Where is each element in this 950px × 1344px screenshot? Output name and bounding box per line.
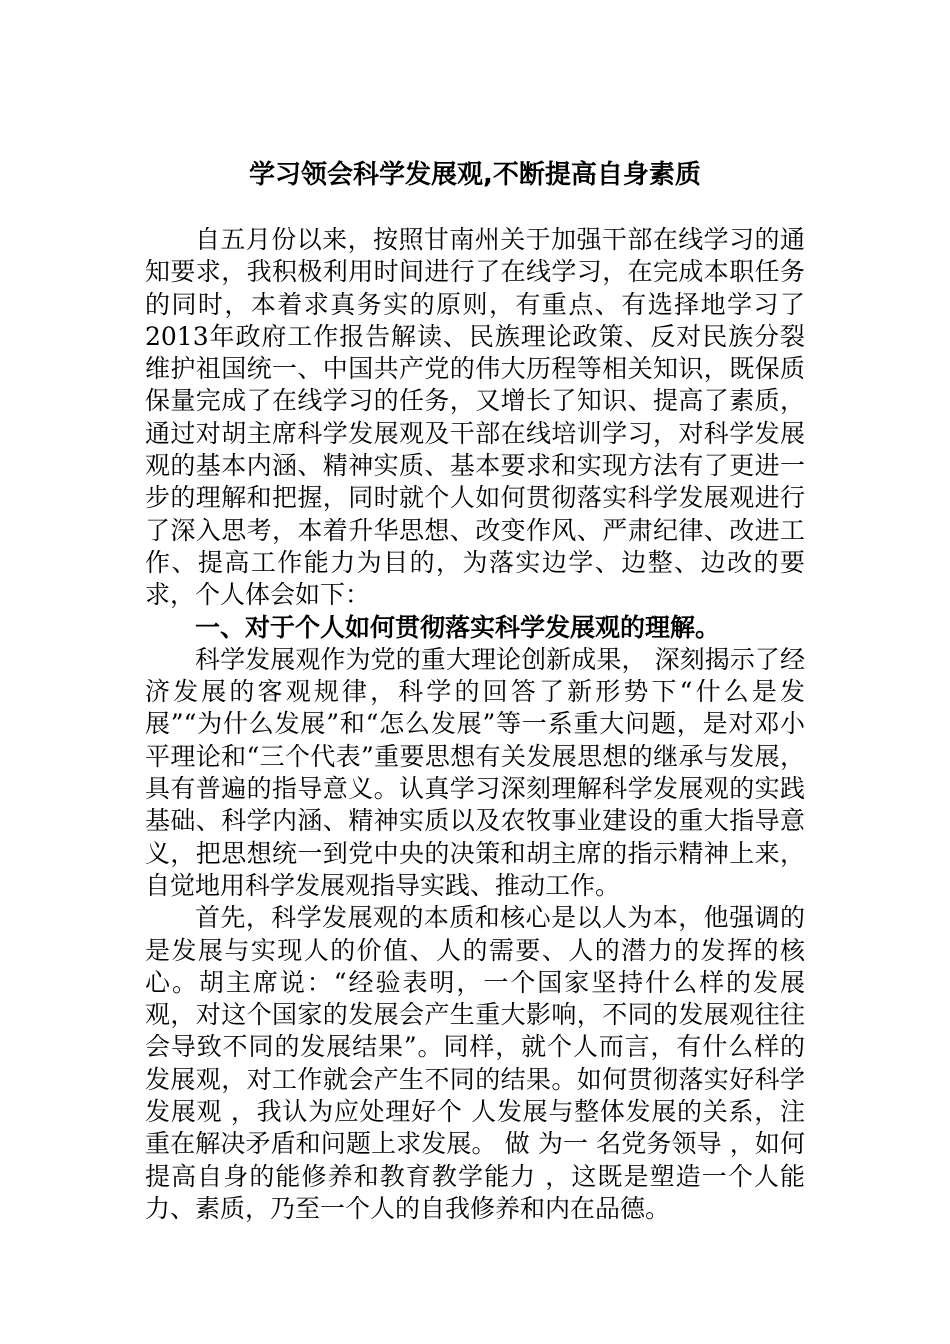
document-body — [145, 224, 805, 1225]
paragraph-understanding: 科学发展观作为党的重大理论创新成果， 深刻揭示了经济发展的客观规律，科学的回答了新形势下“什么是发展”“为什么发展”和“怎么发展”等一系重大问题，是对邓小平理论和“三个代表”重要思想有关发展思想的继承与发展，具有普遍的指导意义。认真学习深刻理解科学发展观的实践基础、科学内涵、精神实质以及农牧事业建设的重大指导意义，把思想统一到党中央的决策和胡主席的指示精神上来，自觉地用科学发展观指导实践、推动工作。 — [145, 644, 805, 900]
paragraph-intro: 自五月份以来，按照甘南州关于加强干部在线学习的通知要求，我积极利用时间进行了在线学习，在完成本职任务的同时，本着求真务实的原则，有重点、有选择地学习了2013年政府工作报告解读、民族理论政策、反对民族分裂维护祖国统一、中国共产党的伟大历程等相关知识，既保质保量完成了在线学习的任务，又增长了知识、提高了素质，通过对胡主席科学发展观及干部在线培训学习，对科学发展观的基本内涵、精神实质、基本要求和实现方法有了更进一步的理解和把握，同时就个人如何贯彻落实科学发展观进行了深入思考，本着升华思想、改变作风、严肃纪律、改进工作、提高工作能力为目的，为落实边学、边整、边改的要求，个人体会如下： — [145, 225, 805, 610]
paragraph-first-point: 首先，科学发展观的本质和核心是以人为本，他强调的是发展与实现人的价值、人的需要、人的潜力的发挥的核心。胡主席说：“经验表明，一个国家坚持什么样的发展观，对这个国家的发展会产生重大影响，不同的发展观往往会导致不同的发展结果”。同样，就个人而言，有什么样的发展观，对工作就会产生不同的结果。如何贯彻落实好科学发展观 ，我认为应处理好个 人发展与整体发展的关系，注重在解决矛盾和问题上求发展。 做 为一 名党务领导 ，如何提高自身的能修养和教育教学能力 ，这既是塑造一个人能力、素质，乃至一个人的自我修养和内在品德。 — [145, 903, 805, 1223]
document-title: 学习领会科学发展观,不断提高自身素质 — [249, 160, 701, 190]
section-heading-1: 一、对于个人如何贯彻落实科学发展观的理解。 — [195, 612, 721, 642]
